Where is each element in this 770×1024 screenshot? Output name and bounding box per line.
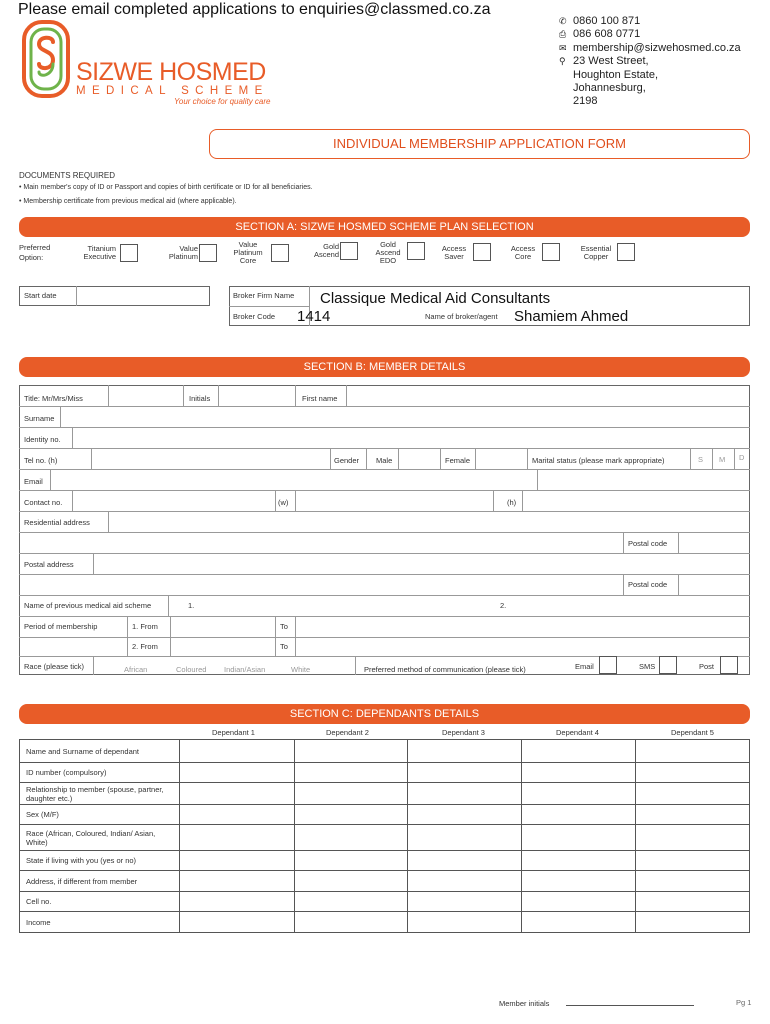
dependants-table [19, 739, 750, 933]
race-white-option[interactable]: White [291, 665, 311, 674]
dependant-2-header: Dependant 2 [326, 728, 369, 737]
surname-label: Surname [24, 414, 55, 423]
option-checkbox-value-platinum-core[interactable] [271, 244, 289, 262]
postal-address-label: Postal address [24, 560, 74, 569]
section-a-bar: SECTION A: SIZWE HOSMED SCHEME PLAN SELECTION [19, 217, 750, 237]
option-label-access-saver: Access Saver [441, 244, 467, 261]
option-checkbox-essential-copper[interactable] [617, 243, 635, 261]
from-2-input[interactable] [171, 638, 274, 655]
marital-divorced[interactable]: D [739, 453, 745, 462]
pref-comm-label: Preferred method of communication (please tick) [364, 665, 526, 674]
table-row [20, 825, 750, 851]
broker-code-input[interactable]: 1414 [297, 308, 331, 325]
postal-code-input[interactable] [679, 575, 749, 594]
phone-icon: ✆ [559, 16, 567, 26]
first-name-input[interactable] [347, 386, 749, 405]
postal-code-label-2: Postal code [628, 580, 668, 589]
option-label-essential-copper: Essential Copper [580, 244, 612, 261]
contact-home-input[interactable] [73, 491, 274, 510]
row-label: Name and Surname of dependant [20, 740, 180, 763]
to-2-label: To [280, 642, 288, 651]
address-line-4: 2198 [573, 95, 598, 108]
fax-icon: ⎙ [559, 29, 567, 40]
female-option[interactable]: Female [445, 456, 471, 465]
option-checkbox-titanium-executive[interactable] [120, 244, 138, 262]
table-row [20, 851, 750, 871]
row-label: Income [20, 912, 180, 933]
identity-label: Identity no. [24, 435, 61, 444]
email-input[interactable] [51, 470, 536, 489]
membership-email: membership@sizwehosmed.co.za [573, 41, 741, 54]
option-checkbox-access-saver[interactable] [473, 243, 491, 261]
comm-email-checkbox[interactable] [599, 656, 617, 674]
race-african-option[interactable]: African [124, 665, 148, 674]
to-1-input[interactable] [296, 617, 749, 636]
table-row [20, 892, 750, 912]
page-number: Pg 1 [736, 998, 752, 1007]
comm-post-checkbox[interactable] [720, 656, 738, 674]
option-label-gold-ascend: Gold Ascend [313, 242, 339, 259]
contact-h-input[interactable] [523, 491, 749, 510]
table-row [20, 871, 750, 892]
race-coloured-option[interactable]: Coloured [176, 665, 207, 674]
contact-label: Contact no. [24, 498, 63, 507]
comm-sms-label: SMS [639, 662, 656, 671]
title-input[interactable] [109, 386, 182, 405]
title-label: Title: Mr/Mrs/Miss [24, 394, 83, 403]
agent-input[interactable]: Shamiem Ahmed [514, 308, 629, 325]
prev-scheme-2-input[interactable] [512, 596, 749, 615]
to-2-input[interactable] [296, 638, 749, 655]
broker-firm-label: Broker Firm Name [233, 291, 295, 300]
work-label: (w) [278, 498, 289, 507]
option-label-access-core: Access Core [510, 244, 536, 261]
option-label-gold-ascend-edo: Gold Ascend EDO [375, 240, 401, 265]
logo-text [76, 58, 271, 106]
location-icon: ⚲ [559, 56, 566, 67]
logo-subtitle: MEDICAL SCHEME [76, 85, 269, 97]
table-row [20, 783, 750, 805]
preferred-option-label: Preferred Option: [19, 243, 51, 262]
agent-label: Name of broker/agent [425, 312, 498, 321]
row-label: State if living with you (yes or no) [20, 851, 180, 871]
section-c-bar: SECTION C: DEPENDANTS DETAILS [19, 704, 750, 724]
prev-scheme-1-input[interactable] [200, 596, 490, 615]
logo-tagline: Your choice for quality care [174, 97, 271, 106]
male-option[interactable]: Male [376, 456, 393, 465]
mail-icon: ✉ [559, 42, 567, 53]
member-initials-line[interactable] [566, 1005, 694, 1006]
prev-scheme-label: Name of previous medical aid scheme [24, 601, 152, 610]
race-indian-option[interactable]: Indian/Asian [224, 665, 266, 674]
contact-work-input[interactable] [296, 491, 492, 510]
option-label-value-platinum-core: Value Platinum Core [233, 240, 263, 265]
from-2-label: 2. From [132, 642, 158, 651]
documents-item-1: • Main member's copy of ID or Passport and copies of birth certificate or ID for all beneficiaries. [19, 184, 313, 191]
residential-postal-code-input[interactable] [679, 533, 749, 552]
marital-label: Marital status (please mark appropriate) [532, 456, 665, 465]
section-b-bar: SECTION B: MEMBER DETAILS [19, 357, 750, 377]
email-instruction: Please email completed applications to enquiries@classmed.co.za [18, 1, 491, 18]
address-line-1: 23 West Street, [573, 55, 649, 68]
prev-scheme-2-label: 2. [500, 601, 507, 610]
marital-single[interactable]: S [698, 455, 704, 464]
comm-email-label: Email [575, 662, 594, 671]
dependant-3-header: Dependant 3 [442, 728, 485, 737]
surname-input[interactable] [61, 407, 749, 426]
to-1-label: To [280, 622, 288, 631]
logo-brand: SIZWE HOSMED [76, 58, 266, 86]
row-label: ID number (compulsory) [20, 763, 180, 783]
dependant-5-header: Dependant 5 [671, 728, 714, 737]
broker-firm-input[interactable]: Classique Medical Aid Consultants [320, 290, 551, 307]
email-label: Email [24, 477, 43, 486]
member-initials-label: Member initials [499, 999, 550, 1008]
initials-label: Initials [189, 394, 211, 403]
table-row [20, 763, 750, 783]
start-date-label: Start date [24, 291, 57, 300]
option-label-value-platinum: Value Platinum [168, 244, 198, 261]
postal-code-label-1: Postal code [628, 539, 668, 548]
option-checkbox-gold-ascend[interactable] [340, 242, 358, 260]
row-label: Sex (M/F) [20, 805, 180, 825]
option-checkbox-access-core[interactable] [542, 243, 560, 261]
form-title: INDIVIDUAL MEMBERSHIP APPLICATION FORM [209, 129, 750, 159]
home-label: (h) [507, 498, 517, 507]
table-row [20, 912, 750, 933]
sizwe-logo-icon [22, 20, 74, 100]
first-name-label: First name [302, 394, 338, 403]
contact-details [559, 15, 741, 109]
address-line-2: Houghton Estate, [573, 68, 659, 81]
dependant-4-header: Dependant 4 [556, 728, 599, 737]
option-label-titanium: Titanium Executive [83, 244, 116, 261]
gender-label: Gender [334, 456, 360, 465]
option-checkbox-gold-ascend-edo[interactable] [407, 242, 425, 260]
address-line-3: Johannesburg, [573, 82, 646, 95]
initials-input[interactable] [219, 386, 294, 405]
identity-input[interactable] [73, 428, 749, 447]
documents-item-2: • Membership certificate from previous medical aid (where applicable). [19, 198, 237, 205]
phone-number: 0860 100 871 [573, 15, 641, 27]
table-row [20, 740, 750, 763]
option-checkbox-value-platinum[interactable] [199, 244, 217, 262]
from-1-label: 1. From [132, 622, 158, 631]
tel-label: Tel no. (h) [24, 456, 58, 465]
documents-heading: DOCUMENTS REQUIRED [19, 171, 116, 180]
race-label: Race (please tick) [24, 662, 85, 671]
broker-code-label: Broker Code [233, 312, 276, 321]
comm-sms-checkbox[interactable] [659, 656, 677, 674]
row-label: Race (African, Coloured, Indian/ Asian, White) [20, 825, 180, 851]
table-row [20, 805, 750, 825]
period-label: Period of membership [24, 622, 98, 631]
residential-label: Residential address [24, 518, 90, 527]
prev-scheme-1-label: 1. [188, 601, 195, 610]
marital-married[interactable]: M [719, 455, 726, 464]
comm-post-label: Post [699, 662, 715, 671]
row-label: Cell no. [20, 892, 180, 912]
dependant-1-header: Dependant 1 [212, 728, 255, 737]
row-label: Relationship to member (spouse, partner, daughter etc.) [20, 783, 180, 805]
from-1-input[interactable] [171, 617, 274, 636]
tel-input[interactable] [92, 449, 329, 468]
fax-number: 086 608 0771 [573, 28, 641, 41]
row-label: Address, if different from member [20, 871, 180, 892]
